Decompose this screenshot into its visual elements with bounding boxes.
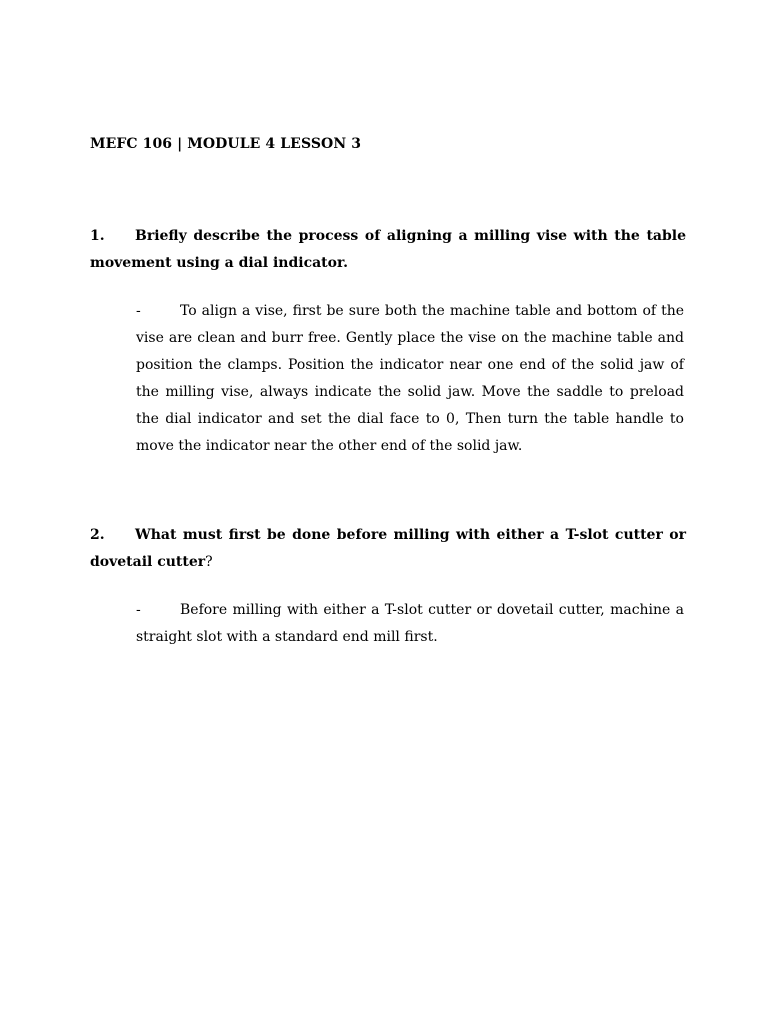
question-2 [90,522,686,576]
answer-bullet: - [136,602,141,618]
question-number: 2. [90,527,105,543]
question-text: Briefly describe the process of aligning a milling vise with the table movement using a dial indicator. [90,228,686,271]
answer-2 [136,597,684,651]
question-number: 1. [90,228,105,244]
page-header: MEFC 106 | MODULE 4 LESSON 3 [90,136,362,152]
answer-text: Before milling with either a T-slot cutter or dovetail cutter, machine a straight slot with a standard end mill first. [136,602,684,645]
answer-bullet: - [136,303,141,319]
question-1 [90,223,686,277]
question-punctuation: ? [205,554,213,570]
answer-1 [136,298,684,460]
answer-text: To align a vise, first be sure both the machine table and bottom of the vise are clean and burr free. Gently place the vise on the machine table and position the clamps. Position the indicator near one end of the solid jaw of the milling vise, always indicate the solid jaw. Move the saddle to preload the dial indicator and set the dial face to 0, Then turn the table handle to move the indicator near the other end of the solid jaw. [136,303,684,454]
question-text: What must first be done before milling with either a T-slot cutter or dovetail cutter [90,527,686,570]
